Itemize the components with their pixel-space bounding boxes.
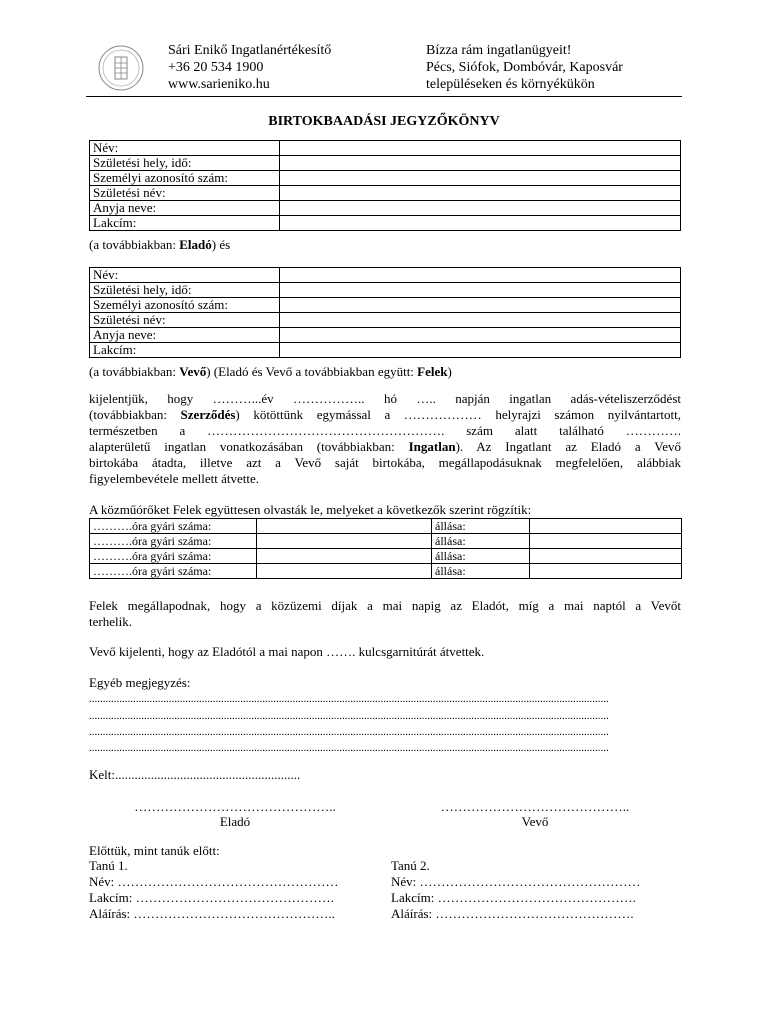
caption-text: (a továbbiakban: xyxy=(89,237,180,252)
field-label: Születési név: xyxy=(90,313,280,328)
field-label: Születési név: xyxy=(90,186,280,201)
meter-status-cell[interactable] xyxy=(530,519,682,534)
field-label: Anyja neve: xyxy=(90,328,280,343)
witness2-address-field[interactable]: Lakcím: ………………………………………. xyxy=(391,890,636,905)
witness1-address-field[interactable]: Lakcím: ………………………………………. xyxy=(89,890,334,905)
table-row xyxy=(90,156,681,171)
date-field[interactable]: Kelt:......................................................... xyxy=(89,767,301,782)
notes-line[interactable]: ............................................................................................................................................................................................. xyxy=(89,726,609,738)
header-divider xyxy=(86,96,682,97)
field-label: Anyja neve: xyxy=(90,201,280,216)
agent-name: Sári Enikő Ingatlanértékesítő xyxy=(168,43,332,58)
field-value[interactable] xyxy=(280,328,681,343)
table-row xyxy=(90,313,681,328)
notes-line[interactable]: ............................................................................................................................................................................................. xyxy=(89,742,609,754)
field-label: Születési hely, idő: xyxy=(90,156,280,171)
caption-text: ) xyxy=(447,364,452,379)
paragraph-line: Felek megállapodnak, hogy a közüzemi díjak a mai napig az Eladót, míg a mai naptól a Vevőt xyxy=(89,598,681,613)
table-row xyxy=(90,268,681,283)
table-row xyxy=(90,564,682,579)
witness2-title: Tanú 2. xyxy=(391,858,430,873)
caption-bold: Felek xyxy=(417,364,448,379)
field-value[interactable] xyxy=(280,268,681,283)
field-value[interactable] xyxy=(280,156,681,171)
table-row xyxy=(90,328,681,343)
table-row xyxy=(90,171,681,186)
seller-signature-label: Eladó xyxy=(219,814,251,829)
field-label: Személyi azonosító szám: xyxy=(90,298,280,313)
field-label: Személyi azonosító szám: xyxy=(90,171,280,186)
buyer-table xyxy=(89,267,681,358)
witness1-name-field[interactable]: Név: …………………………………………… xyxy=(89,874,339,889)
field-label: Lakcím: xyxy=(90,343,280,358)
field-value[interactable] xyxy=(280,216,681,231)
seller-caption xyxy=(89,237,230,252)
meter-number-cell[interactable] xyxy=(257,564,432,579)
agent-slogan-block xyxy=(426,42,623,93)
buyer-signature-label: Vevő xyxy=(521,814,549,829)
meter-label: ……….óra gyári száma: xyxy=(90,534,257,549)
fees-paragraph xyxy=(89,598,681,630)
field-label: Név: xyxy=(90,268,280,283)
text-span: alapterületű ingatlan vonatkozásában (továbbiakban: xyxy=(89,439,409,454)
caption-bold: Vevő xyxy=(179,364,207,379)
table-row xyxy=(90,549,682,564)
company-logo-icon xyxy=(97,44,145,92)
caption-text: ) és xyxy=(211,237,231,252)
paragraph-line: birtokába átadta, illetve azt a Vevő saját birtokába, megállapodásuknak megfelelően, alábbiak xyxy=(89,455,681,470)
field-value[interactable] xyxy=(280,283,681,298)
table-row xyxy=(90,216,681,231)
field-label: Születési hely, idő: xyxy=(90,283,280,298)
meter-status-label: állása: xyxy=(432,564,530,579)
witness1-title: Tanú 1. xyxy=(89,858,128,873)
notes-line[interactable]: ............................................................................................................................................................................................. xyxy=(89,693,609,705)
seller-signature-line[interactable]: ……………………………………….. xyxy=(134,799,336,814)
notes-line[interactable]: ............................................................................................................................................................................................. xyxy=(89,710,609,722)
paragraph-line: kijelentjük, hogy ………...év …………….. hó ….. napján ingatlan adás-vételiszerződést xyxy=(89,391,681,406)
meter-number-cell[interactable] xyxy=(257,534,432,549)
field-label: Lakcím: xyxy=(90,216,280,231)
witness-intro: Előttük, mint tanúk előtt: xyxy=(89,843,220,858)
paragraph-line: természetben a ………………………………………………. szám alatt található …………. xyxy=(89,423,681,438)
field-value[interactable] xyxy=(280,186,681,201)
agent-phone: +36 20 534 1900 xyxy=(168,60,264,75)
field-value[interactable] xyxy=(280,298,681,313)
seller-table xyxy=(89,140,681,231)
table-row xyxy=(90,283,681,298)
caption-text: (a továbbiakban: xyxy=(89,364,180,379)
table-row xyxy=(90,141,681,156)
caption-text: ) (Eladó és Vevő a továbbiakban együtt: xyxy=(206,364,418,379)
buyer-caption xyxy=(89,364,452,379)
paragraph-line xyxy=(89,407,681,423)
text-span: ). Az Ingatlant az Eladó a Vevő xyxy=(455,439,681,454)
notes-label: Egyéb megjegyzés: xyxy=(89,675,191,690)
field-value[interactable] xyxy=(280,141,681,156)
meter-label: ……….óra gyári száma: xyxy=(90,564,257,579)
table-row xyxy=(90,343,681,358)
meter-status-label: állása: xyxy=(432,534,530,549)
witness2-name-field[interactable]: Név: …………………………………………… xyxy=(391,874,641,889)
text-bold: Szerződés xyxy=(180,407,236,422)
meter-status-cell[interactable] xyxy=(530,549,682,564)
meters-table xyxy=(89,518,682,579)
caption-bold: Eladó xyxy=(179,237,212,252)
table-row xyxy=(90,519,682,534)
meter-label: ……….óra gyári száma: xyxy=(90,519,257,534)
agent-website: www.sarieniko.hu xyxy=(168,77,270,92)
meter-status-label: állása: xyxy=(432,549,530,564)
slogan-line: Pécs, Siófok, Dombóvár, Kaposvár xyxy=(426,60,623,75)
paragraph-line: terhelik. xyxy=(89,614,132,629)
buyer-signature-line[interactable]: …………………………………….. xyxy=(440,799,630,814)
field-value[interactable] xyxy=(280,313,681,328)
table-row xyxy=(90,298,681,313)
meter-status-cell[interactable] xyxy=(530,534,682,549)
witness2-signature-field[interactable]: Aláírás: ………………………………………. xyxy=(391,906,634,921)
meter-label: ……….óra gyári száma: xyxy=(90,549,257,564)
field-value[interactable] xyxy=(280,343,681,358)
declaration-paragraph xyxy=(89,391,681,487)
table-row xyxy=(90,186,681,201)
paragraph-line: figyelembevétele mellett átvette. xyxy=(89,471,260,486)
meter-status-cell[interactable] xyxy=(530,564,682,579)
table-row xyxy=(90,534,682,549)
keys-statement: Vevő kijelenti, hogy az Eladótól a mai napon ……. kulcsgarnitúrát átvettek. xyxy=(89,644,485,659)
meters-intro: A közműórőket Felek együttesen olvasták le, melyeket a következők szerint rögzítik: xyxy=(89,502,532,517)
slogan-line: Bízza rám ingatlanügyeit! xyxy=(426,43,572,58)
field-label: Név: xyxy=(90,141,280,156)
meter-status-label: állása: xyxy=(432,519,530,534)
agent-contact-block xyxy=(168,42,331,93)
slogan-line: településeken és környékükön xyxy=(426,77,595,92)
paragraph-line xyxy=(89,439,681,455)
text-bold: Ingatlan xyxy=(408,439,456,454)
witness1-signature-field[interactable]: Aláírás: ……………………………………….. xyxy=(89,906,335,921)
text-span: (továbbiakban: xyxy=(89,407,181,422)
document-title: BIRTOKBAADÁSI JEGYZŐKÖNYV xyxy=(268,114,500,129)
meter-number-cell[interactable] xyxy=(257,549,432,564)
text-span: ) kötöttünk egymással a ……………… helyrajzi számon nyilvántartott, xyxy=(235,407,681,422)
field-value[interactable] xyxy=(280,171,681,186)
table-row xyxy=(90,201,681,216)
meter-number-cell[interactable] xyxy=(257,519,432,534)
field-value[interactable] xyxy=(280,201,681,216)
